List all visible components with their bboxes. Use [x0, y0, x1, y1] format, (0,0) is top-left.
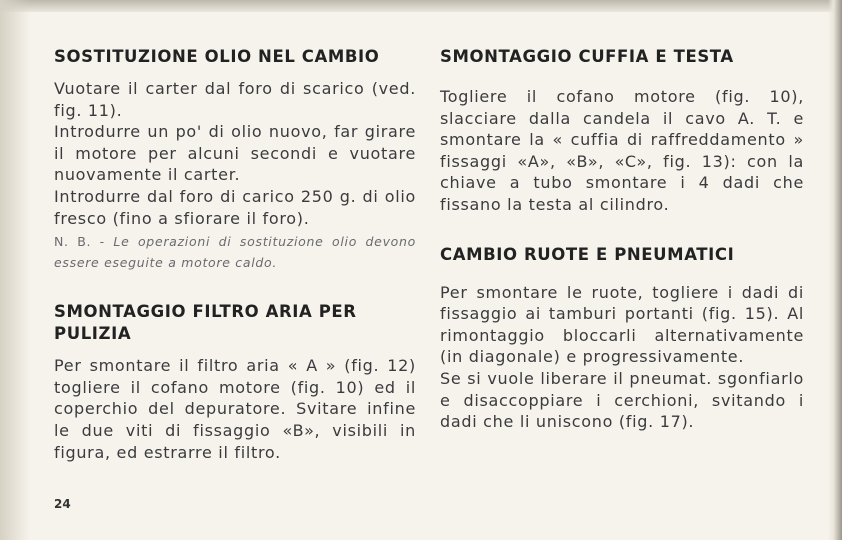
section-title-oil-change: SOSTITUZIONE OLIO NEL CAMBIO	[54, 47, 380, 66]
paragraph: Per smontare il filtro aria « A » (fig. 12) togliere il cofano motore (fig. 10) ed il coperchio del depuratore. Svitare infine le due viti di fissaggio «B», visibili in figura, ed estrarre il filtro.	[54, 356, 416, 462]
paragraph: Per smontare le ruote, togliere i dadi di fissaggio ai tamburi portanti (fig. 15). Al rimontaggio bloccarli alternativamente (in diagonale) e progressivamente.	[440, 282, 804, 367]
right-column	[440, 46, 804, 433]
note-label: N. B. -	[54, 234, 105, 250]
page-top-edge	[0, 0, 842, 12]
section-title-wheels: CAMBIO RUOTE E PNEUMATICI	[440, 244, 735, 264]
section-title-air-filter: SMONTAGGIO FILTRO ARIA PER PULIZIA	[54, 302, 357, 344]
paragraph: Vuotare il carter dal foro di scarico (ved. fig. 11).	[54, 79, 416, 120]
paragraph: Se si vuole liberare il pneumat. sgonfiarlo e disaccoppiare i cerchioni, svitando i dadi che li uniscono (fig. 17).	[440, 368, 804, 432]
paragraph: Introdurre un po' di olio nuovo, far girare il motore per alcuni secondi e vuotare nuovamente il carter.	[54, 122, 416, 185]
page-right-edge	[828, 0, 842, 540]
paragraph: Introdurre dal foro di carico 250 g. di olio fresco (fino a sfiorare il foro).	[54, 186, 416, 228]
left-column	[54, 46, 416, 463]
note	[54, 231, 416, 273]
paragraph: Togliere il cofano motore (fig. 10), slacciare dalla candela il cavo A. T. e smontare la « cuffia di raffreddamento » fissaggi «A», «B», «C», fig. 13): con la chiave a tubo smontare i 4 dadi che fissano la testa al cilindro.	[440, 87, 804, 214]
page-number: 24	[54, 497, 71, 511]
page-gutter-shadow	[0, 0, 30, 540]
note-text: Le operazioni di sostituzione olio devono essere eseguite a motore caldo.	[54, 234, 416, 271]
section-title-head-removal: SMONTAGGIO CUFFIA E TESTA	[440, 47, 734, 66]
